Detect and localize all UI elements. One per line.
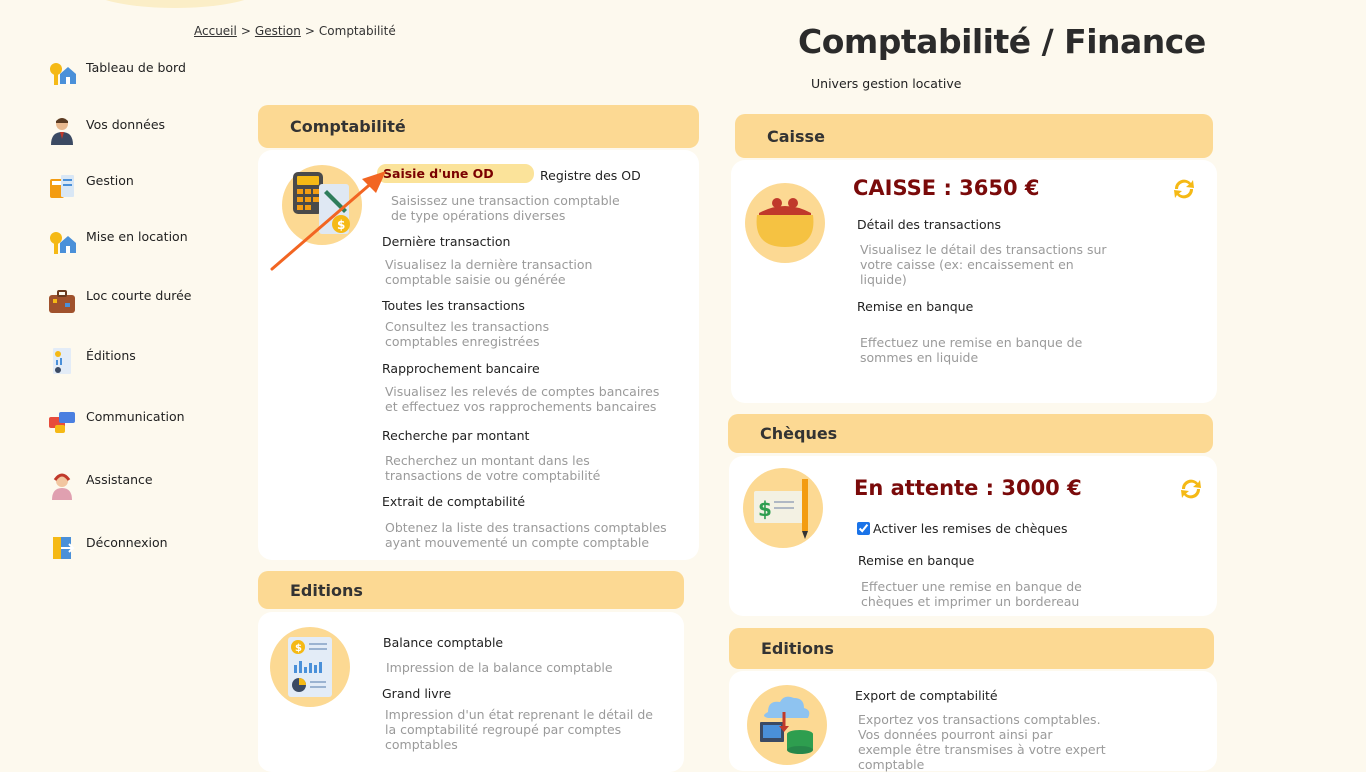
extrait-comptabilite-link[interactable]: Extrait de comptabilité: [382, 494, 526, 509]
registre-od-link[interactable]: Registre des OD: [540, 168, 641, 183]
calculator-icon: [46, 170, 78, 202]
balance-comptable-desc: Impression de la balance comptable: [386, 660, 613, 675]
page-subtitle: Univers gestion locative: [811, 76, 962, 91]
sidebar-item-label: Assistance: [86, 471, 153, 487]
detail-transactions-link[interactable]: Détail des transactions: [857, 217, 1002, 232]
caisse-header: Caisse: [735, 114, 1213, 158]
page-title: Comptabilité / Finance: [798, 22, 1206, 61]
balance-comptable-link[interactable]: Balance comptable: [383, 635, 504, 650]
od-description: Saisissez une transaction comptable de type opérations diverses: [391, 193, 620, 223]
breadcrumb: [194, 24, 396, 38]
breadcrumb-separator: >: [240, 24, 251, 38]
sidebar-item-vos-donnees[interactable]: [46, 113, 236, 147]
report-icon: [46, 345, 78, 377]
editions-left-header: Editions: [258, 571, 684, 609]
logout-icon: [46, 532, 78, 564]
sidebar-item-assistance[interactable]: [46, 468, 236, 502]
svg-text:$: $: [337, 218, 346, 232]
svg-text:$: $: [758, 497, 772, 521]
export-icon: [747, 685, 827, 765]
sidebar-item-label: Mise en location: [86, 228, 188, 244]
activer-remises-cheques-label: Activer les remises de chèques: [873, 521, 1068, 536]
saisie-od-link[interactable]: [377, 166, 534, 181]
cheques-remise-banque-link[interactable]: Remise en banque: [858, 553, 975, 568]
sidebar-item-editions[interactable]: [46, 344, 236, 378]
editions-right-header: Editions: [729, 628, 1214, 669]
breadcrumb-current: Comptabilité: [318, 24, 396, 38]
house-key-icon: [46, 57, 78, 89]
caisse-remise-banque-desc: Effectuez une remise en banque de sommes en liquide: [860, 335, 1083, 365]
sidebar-item-label: Gestion: [86, 172, 134, 188]
toutes-transactions-link[interactable]: Toutes les transactions: [382, 298, 525, 313]
grand-livre-link[interactable]: Grand livre: [382, 686, 452, 701]
extrait-comptabilite-desc: Obtenez la liste des transactions comptables ayant mouvementé un compte comptable: [385, 520, 667, 550]
recherche-montant-link[interactable]: Recherche par montant: [382, 428, 530, 443]
rapprochement-bancaire-link[interactable]: Rapprochement bancaire: [382, 361, 540, 376]
breadcrumb-gestion-link[interactable]: Gestion: [254, 24, 301, 38]
activer-remises-cheques-checkbox[interactable]: [857, 522, 870, 535]
chat-icon: [46, 406, 78, 438]
breadcrumb-separator: >: [304, 24, 315, 38]
comptabilite-header: Comptabilité: [258, 105, 699, 148]
sidebar-item-tableau-de-bord[interactable]: [46, 56, 236, 90]
sidebar-item-mise-en-location[interactable]: [46, 225, 236, 259]
user-icon: [46, 114, 78, 146]
grand-livre-desc: Impression d'un état reprenant le détail de la comptabilité regroupé par comptes comptables: [385, 707, 653, 752]
caisse-remise-banque-link[interactable]: Remise en banque: [857, 299, 974, 314]
svg-text:$: $: [295, 643, 302, 654]
cheques-remise-banque-desc: Effectuer une remise en banque de chèques et imprimer un bordereau: [861, 579, 1082, 609]
sidebar-item-communication[interactable]: [46, 405, 236, 439]
export-comptabilite-desc: Exportez vos transactions comptables. Vos données pourront ainsi par exemple être transmises à votre expert comptable: [858, 712, 1106, 772]
rapprochement-bancaire-desc: Visualisez les relevés de comptes bancaires et effectuez vos rapprochements bancaires: [385, 384, 660, 414]
caisse-amount: CAISSE : 3650 €: [853, 176, 1040, 200]
purse-icon: [745, 183, 825, 263]
toutes-transactions-desc: Consultez les transactions comptables enregistrées: [385, 319, 550, 349]
support-icon: [46, 469, 78, 501]
cheque-icon: [743, 468, 823, 548]
sidebar-item-label: Déconnexion: [86, 534, 168, 550]
detail-transactions-desc: Visualisez le détail des transactions sur votre caisse (ex: encaissement en liquide): [860, 242, 1107, 287]
saisie-od-label: Saisie d'une OD: [377, 164, 534, 183]
report-icon: [270, 627, 350, 707]
activer-remises-cheques-toggle[interactable]: [857, 521, 1067, 536]
export-comptabilite-link[interactable]: Export de comptabilité: [855, 688, 998, 703]
derniere-transaction-link[interactable]: Dernière transaction: [382, 234, 511, 249]
sidebar-item-deconnexion[interactable]: [46, 531, 236, 565]
house-key-icon: [46, 226, 78, 258]
suitcase-icon: [46, 285, 78, 317]
sidebar-item-label: Loc courte durée: [86, 287, 192, 303]
sidebar-item-loc-courte-duree[interactable]: [46, 284, 236, 318]
sidebar-item-label: Éditions: [86, 347, 136, 363]
decorative-blob: [90, 0, 260, 8]
breadcrumb-home-link[interactable]: Accueil: [194, 24, 237, 38]
refresh-icon[interactable]: [1178, 476, 1204, 502]
annotation-arrow: [262, 165, 397, 275]
sidebar-item-label: Tableau de bord: [86, 59, 186, 75]
sidebar-item-label: Vos données: [86, 116, 166, 132]
recherche-montant-desc: Recherchez un montant dans les transactions de votre comptabilité: [385, 453, 601, 483]
cheques-header: Chèques: [728, 414, 1213, 453]
derniere-transaction-desc: Visualisez la dernière transaction comptable saisie ou générée: [385, 257, 593, 287]
sidebar-item-label: Communication: [86, 408, 185, 424]
cheques-pending-amount: En attente : 3000 €: [854, 476, 1082, 500]
refresh-icon[interactable]: [1171, 176, 1197, 202]
sidebar-item-gestion[interactable]: [46, 169, 236, 203]
